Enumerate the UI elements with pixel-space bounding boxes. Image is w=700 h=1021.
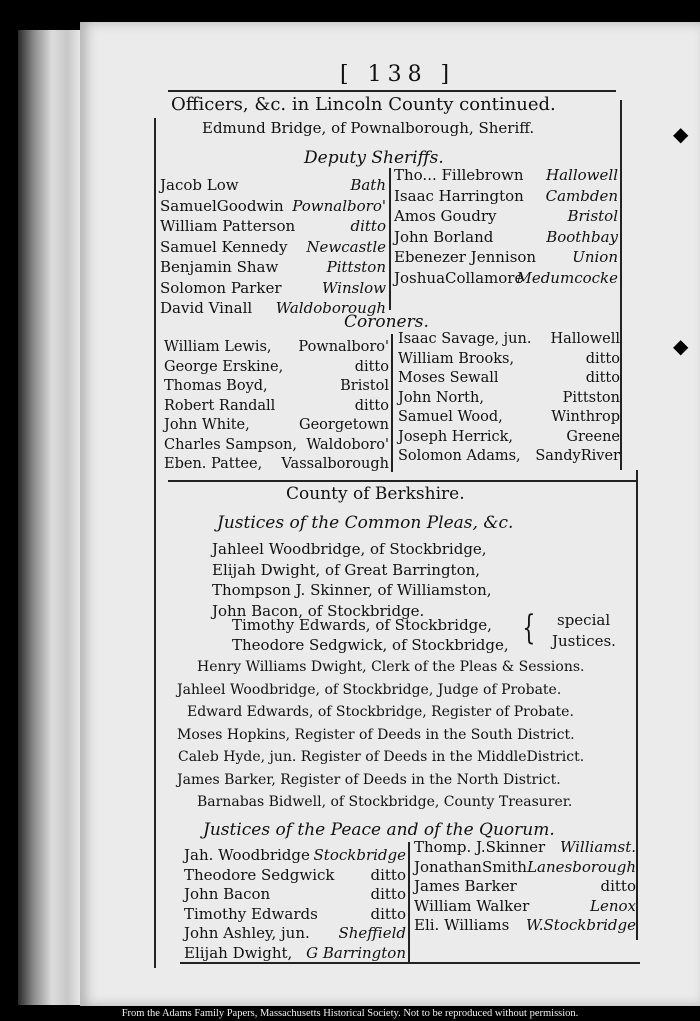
entry-place: ditto — [370, 885, 406, 903]
left-border — [154, 118, 156, 968]
entry-place: W.Stockbridge — [525, 916, 636, 934]
brace-symbol: { — [522, 608, 536, 648]
special-justice-entry: Timothy Edwards, of Stockbridge, — [232, 616, 492, 634]
justice-entry: John Bacon, of Stockbridge. — [212, 601, 425, 620]
entry-place: Hallowell — [546, 166, 618, 184]
page-number: [ 138 ] — [340, 62, 456, 87]
entry-name: Solomon Parker — [160, 278, 282, 297]
entry-place: Pownalboro' — [292, 196, 386, 215]
entry-name: George Erskine, — [164, 358, 284, 375]
officer-entry: James Barker, Register of Deeds in the North District. — [177, 771, 561, 788]
entry-place: ditto — [600, 877, 636, 895]
entry-place: Williamst. — [559, 838, 636, 856]
entry-name: James Barker — [414, 877, 517, 895]
officer-entry: Edward Edwards, of Stockbridge, Register of Probate. — [187, 704, 574, 720]
entry-name: Benjamin Shaw — [160, 258, 279, 276]
justices-label: Justices. — [552, 632, 616, 650]
entry-name: Jacob Low — [160, 176, 239, 194]
entry-name: Joseph Herrick, — [398, 428, 514, 445]
entry-name: Timothy Edwards — [184, 904, 318, 923]
entry-place: Greene — [566, 428, 620, 445]
entry-place: Bath — [350, 176, 386, 194]
entry-name: John White, — [164, 417, 250, 433]
entry-name: John North, — [398, 389, 484, 406]
entry-place: Union — [572, 248, 618, 266]
entry-place: Pittston — [562, 389, 620, 406]
entry-place: ditto — [585, 370, 620, 386]
entry-name: Isaac Harrington — [394, 186, 524, 205]
entry-place: Stockbridge — [313, 846, 406, 864]
deputy-column-divider — [389, 168, 391, 310]
entry-name: Eben. Pattee, — [164, 456, 263, 472]
justice-entry: Jahleel Woodbridge, of Stockbridge, — [212, 540, 487, 558]
entry-name: Solomon Adams, — [398, 448, 521, 464]
entry-place: Pittston — [326, 258, 386, 276]
entry-place: Boothbay — [546, 227, 618, 246]
officer-entry: Barnabas Bidwell, of Stockbridge, County Treasurer. — [197, 794, 573, 810]
justice-entry: Elijah Dwight, of Great Barrington, — [212, 560, 481, 579]
officer-entry: Jahleel Woodbridge, of Stockbridge, Judge of Probate. — [177, 681, 562, 698]
entry-name: David Vinall — [160, 299, 253, 317]
entry-name: Thomp. J.Skinner — [414, 838, 546, 856]
entry-place: Winslow — [322, 278, 386, 297]
entry-name: Jah. Woodbridge — [184, 846, 310, 864]
officer-entry: Moses Hopkins, Register of Deeds in the South District. — [177, 726, 575, 743]
entry-place: Lanesborough — [527, 857, 636, 876]
entry-name: Samuel Wood, — [398, 409, 503, 425]
entry-name: Elijah Dwight, — [184, 943, 293, 962]
entry-place: ditto — [354, 397, 389, 414]
entry-place: Newcastle — [306, 237, 386, 256]
entry-name: William Walker — [414, 896, 530, 915]
entry-place: ditto — [370, 865, 406, 884]
entry-name: Isaac Savage, jun. — [398, 331, 532, 347]
book-spine — [18, 30, 80, 1005]
entry-place: Bristol — [340, 378, 389, 394]
entry-name: Moses Sewall — [398, 370, 499, 386]
entry-place: ditto — [370, 904, 406, 923]
top-rule — [168, 90, 616, 92]
county-berkshire-title: County of Berkshire. — [286, 484, 465, 504]
entry-name: Theodore Sedgwick — [184, 865, 335, 884]
bottom-rule — [180, 962, 640, 964]
entry-place: Lenox — [590, 896, 636, 915]
entry-place: ditto — [354, 358, 389, 375]
justices-common-pleas-title: Justices of the Common Pleas, &c. — [217, 513, 514, 533]
right-border — [620, 100, 622, 470]
deputy-sheriffs-title: Deputy Sheriffs. — [304, 148, 444, 168]
entry-name: Samuel Kennedy — [160, 237, 288, 256]
entry-place: Waldoboro' — [306, 436, 389, 453]
entry-place: G Barrington — [306, 943, 406, 962]
entry-place: Bristol — [567, 207, 618, 225]
entry-place: Vassalborough — [281, 456, 389, 472]
entry-place: ditto — [585, 350, 620, 367]
lincoln-heading: Officers, &c. in Lincoln County continued. — [171, 94, 556, 115]
officer-entry: Henry Williams Dwight, Clerk of the Pleas & Sessions. — [197, 659, 585, 675]
entry-name: Charles Sampson, — [164, 436, 298, 453]
special-justice-entry: Theodore Sedgwick, of Stockbridge, — [232, 636, 509, 654]
entry-place: Winthrop — [551, 409, 620, 425]
entry-place: Hallowell — [550, 331, 620, 347]
entry-place: Cambden — [545, 186, 618, 205]
right-border-lower — [636, 470, 638, 940]
page-tab-marker: ◆ — [673, 334, 689, 358]
entry-name: John Ashley, jun. — [184, 924, 310, 942]
entry-name: JonathanSmith — [414, 857, 527, 876]
entry-name: Amos Goudry — [394, 207, 497, 225]
entry-place: Sheffield — [338, 924, 406, 942]
entry-name: William Patterson — [160, 217, 296, 235]
entry-name: Eli. Williams — [414, 916, 510, 934]
entry-place: Georgetown — [299, 417, 389, 433]
entry-name: William Brooks, — [398, 350, 515, 367]
entry-place: Waldoborough — [275, 299, 386, 317]
coroners-title: Coroners. — [344, 312, 429, 332]
entry-name: John Borland — [394, 227, 494, 246]
officer-entry: Caleb Hyde, jun. Register of Deeds in the MiddleDistrict. — [178, 749, 585, 765]
peace-column-divider — [408, 842, 410, 962]
sheriff-line: Edmund Bridge, of Pownalborough, Sheriff. — [202, 119, 535, 137]
entry-place: ditto — [350, 217, 386, 235]
entry-place: Pownalboro' — [298, 339, 389, 355]
entry-name: Thomas Boyd, — [164, 378, 268, 394]
justices-peace-title: Justices of the Peace and of the Quorum. — [203, 820, 555, 840]
entry-name: Robert Randall — [164, 397, 276, 414]
justice-entry: Thompson J. Skinner, of Williamston, — [212, 581, 492, 599]
copyright-footer: From the Adams Family Papers, Massachusetts Historical Society. Not to be reproduced without permission. — [0, 1006, 700, 1021]
entry-name: William Lewis, — [164, 339, 272, 355]
entry-name: John Bacon — [184, 885, 271, 903]
page-tab-marker: ◆ — [673, 122, 689, 146]
special-label: special — [557, 611, 611, 629]
coroner-column-divider — [391, 334, 393, 472]
entry-name: JoshuaCollamore — [394, 268, 524, 287]
entry-name: SamuelGoodwin — [160, 196, 284, 215]
section-rule — [168, 480, 636, 482]
entry-place: SandyRiver — [535, 448, 620, 464]
entry-name: Ebenezer Jennison — [394, 248, 537, 266]
entry-name: Tho... Fillebrown — [394, 166, 524, 184]
entry-place: Medumcocke — [516, 268, 618, 287]
